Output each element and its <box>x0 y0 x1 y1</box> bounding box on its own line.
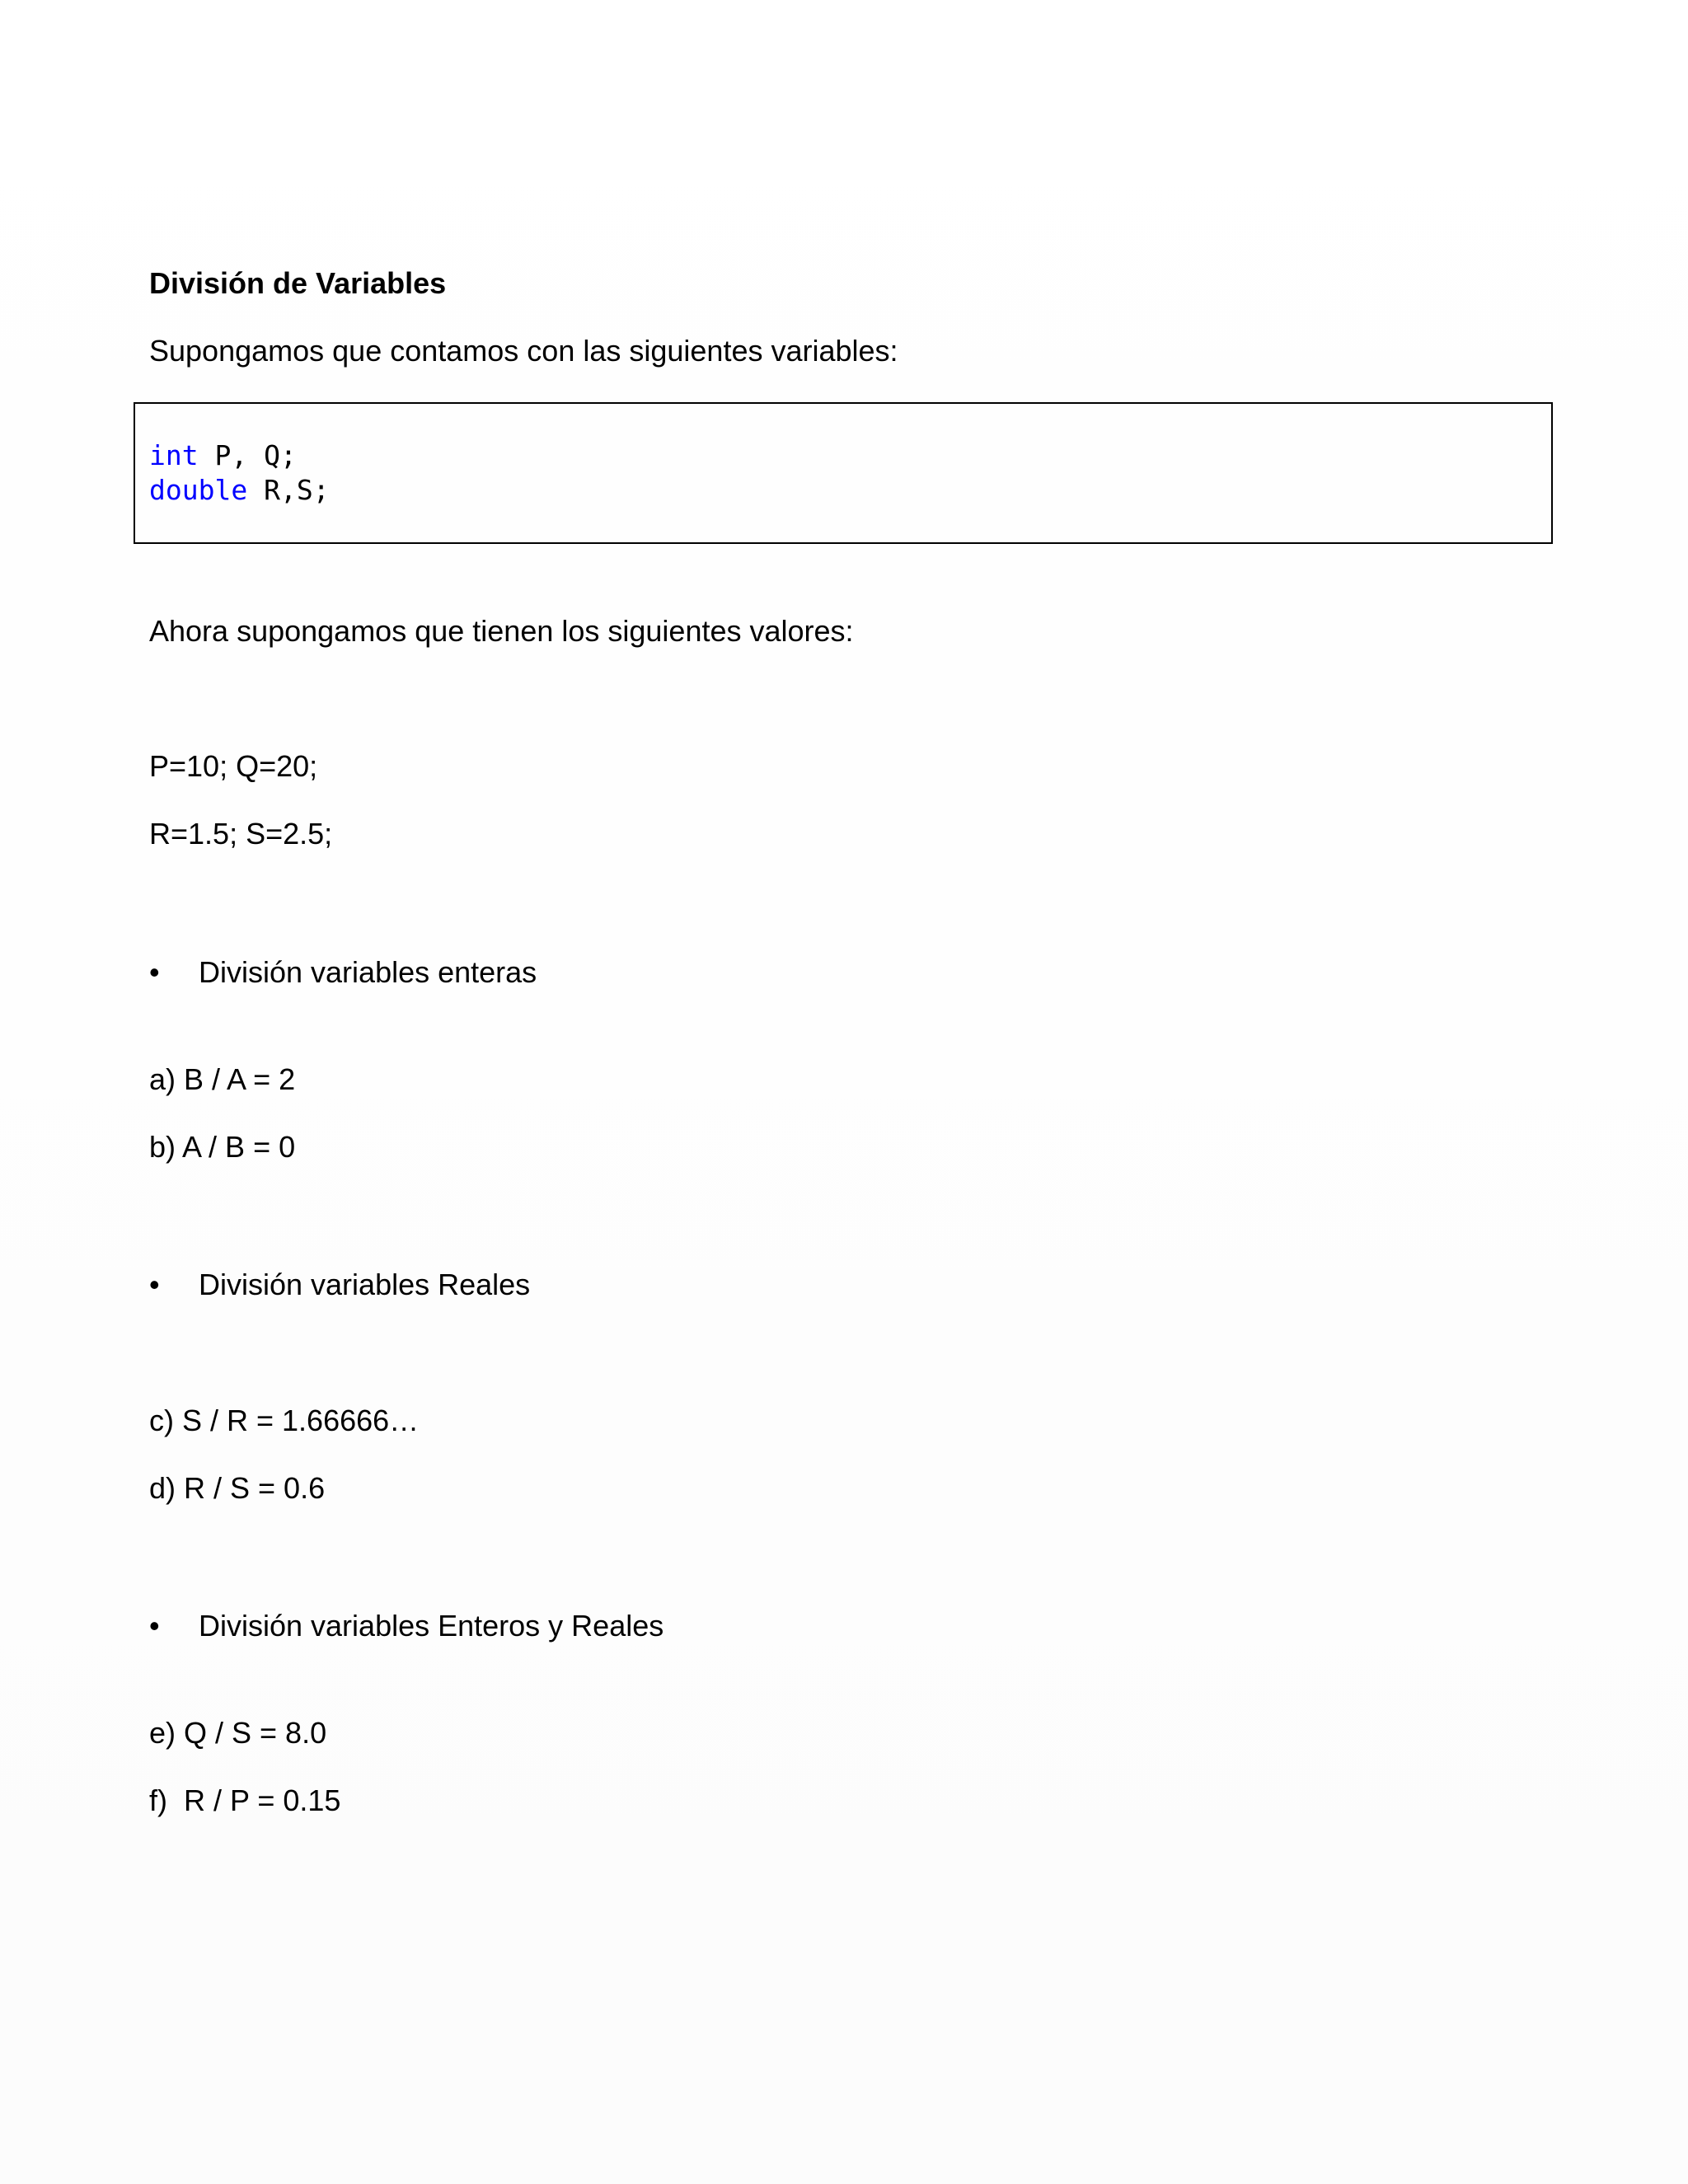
list-item: b) A / B = 0 <box>149 1130 296 1164</box>
section-heading: División variables Reales <box>199 1268 531 1301</box>
code-keyword-int: int <box>149 439 199 471</box>
list-item: e) Q / S = 8.0 <box>149 1716 327 1750</box>
values-intro-paragraph: Ahora supongamos que tienen los siguientes valores: <box>149 614 854 648</box>
code-line-2 <box>149 473 330 508</box>
intro-paragraph: Supongamos que contamos con las siguientes variables: <box>149 334 898 368</box>
code-keyword-double: double <box>149 474 248 506</box>
list-item: c) S / R = 1.66666… <box>149 1404 420 1437</box>
section-heading: División variables enteras <box>199 955 537 989</box>
list-item: f) R / P = 0.15 <box>149 1783 341 1817</box>
bullet-icon: • <box>149 1268 160 1301</box>
bullet-icon: • <box>149 955 160 989</box>
list-item: a) B / A = 2 <box>149 1062 296 1096</box>
code-line-1 <box>149 438 297 473</box>
section-heading: División variables Enteros y Reales <box>199 1609 664 1643</box>
code-block <box>134 402 1553 544</box>
list-item: d) R / S = 0.6 <box>149 1471 326 1505</box>
value-line: P=10; Q=20; <box>149 749 318 783</box>
document-title: División de Variables <box>149 266 447 300</box>
code-line-2-rest: R,S; <box>247 474 330 506</box>
bullet-icon: • <box>149 1609 160 1643</box>
value-line: R=1.5; S=2.5; <box>149 817 333 851</box>
code-line-1-rest: P, Q; <box>198 439 297 471</box>
